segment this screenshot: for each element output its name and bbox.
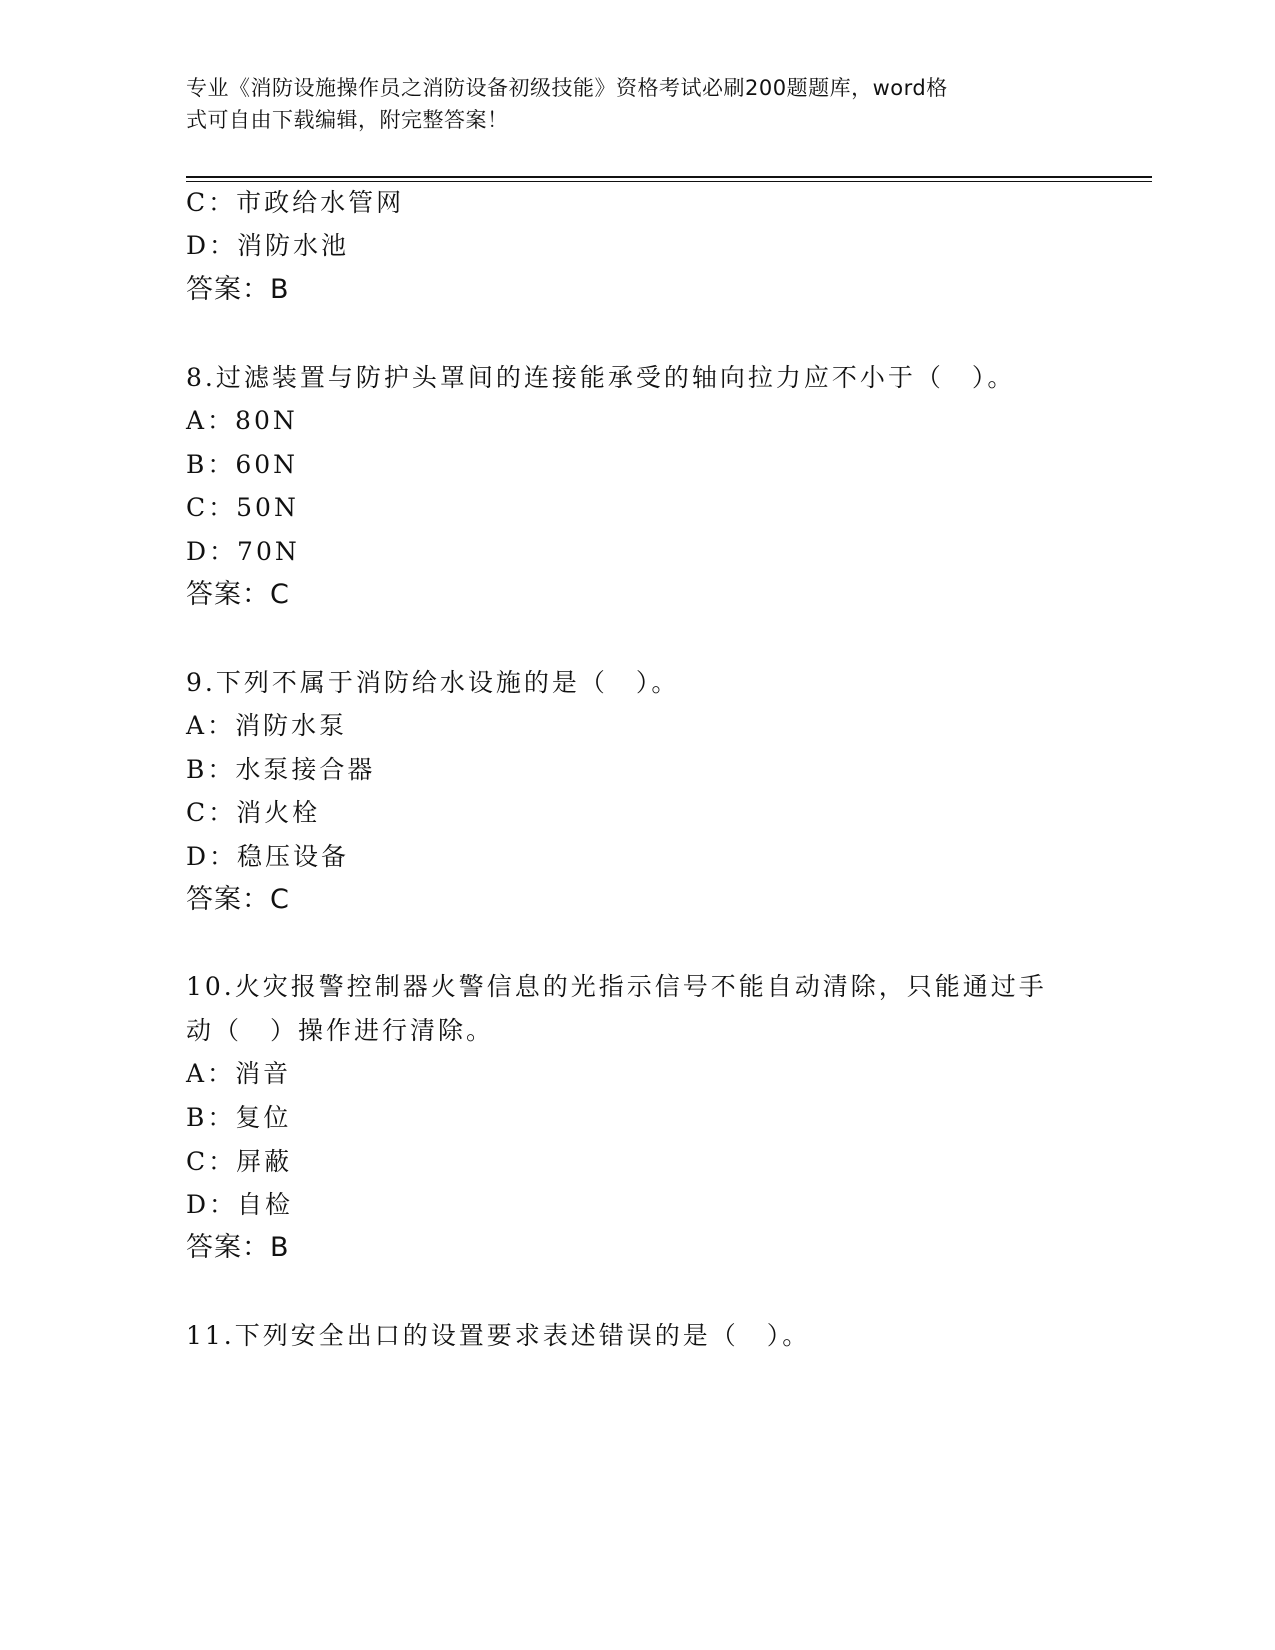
q9-question: 9.下列不属于消防给水设施的是（ ）。 (186, 668, 680, 697)
header-line-2: 式可自由下载编辑，附完整答案！ (186, 108, 509, 132)
q9-option-d: D：稳压设备 (186, 842, 350, 871)
q11-question: 11.下列安全出口的设置要求表述错误的是（ ）。 (186, 1321, 811, 1350)
q9-option-b: B：水泵接合器 (186, 755, 376, 784)
q8-answer: 答案：C (186, 579, 290, 610)
header-line-1: 专业《消防设施操作员之消防设备初级技能》资格考试必刷200题题库，word格 (186, 76, 948, 100)
q10-question-line-2: 动（ ）操作进行清除。 (186, 1016, 495, 1045)
header-divider-thin (186, 181, 1152, 182)
q7-option-c: C：市政给水管网 (186, 188, 405, 217)
q7-option-d: D：消防水池 (186, 231, 350, 260)
header-divider-thick (186, 176, 1152, 178)
q10-question-line-1: 10.火灾报警控制器火警信息的光指示信号不能自动清除，只能通过手 (186, 972, 1047, 1001)
q7-answer: 答案：B (186, 274, 290, 305)
q9-option-a: A：消防水泵 (186, 711, 348, 740)
q10-option-a: A：消音 (186, 1059, 292, 1088)
q9-option-c: C：消火栓 (186, 798, 321, 827)
q10-option-c: C：屏蔽 (186, 1147, 293, 1176)
q8-option-a: A：80N (186, 406, 298, 435)
q10-option-d: D：自检 (186, 1190, 294, 1219)
q9-answer: 答案：C (186, 884, 290, 915)
q8-option-b: B：60N (186, 450, 299, 479)
q10-option-b: B：复位 (186, 1103, 292, 1132)
q10-answer: 答案：B (186, 1232, 290, 1263)
q8-question: 8.过滤装置与防护头罩间的连接能承受的轴向拉力应不小于（ ）。 (186, 363, 1016, 392)
q8-option-d: D：70N (186, 537, 300, 566)
q8-option-c: C：50N (186, 493, 299, 522)
document-header (186, 72, 1066, 136)
